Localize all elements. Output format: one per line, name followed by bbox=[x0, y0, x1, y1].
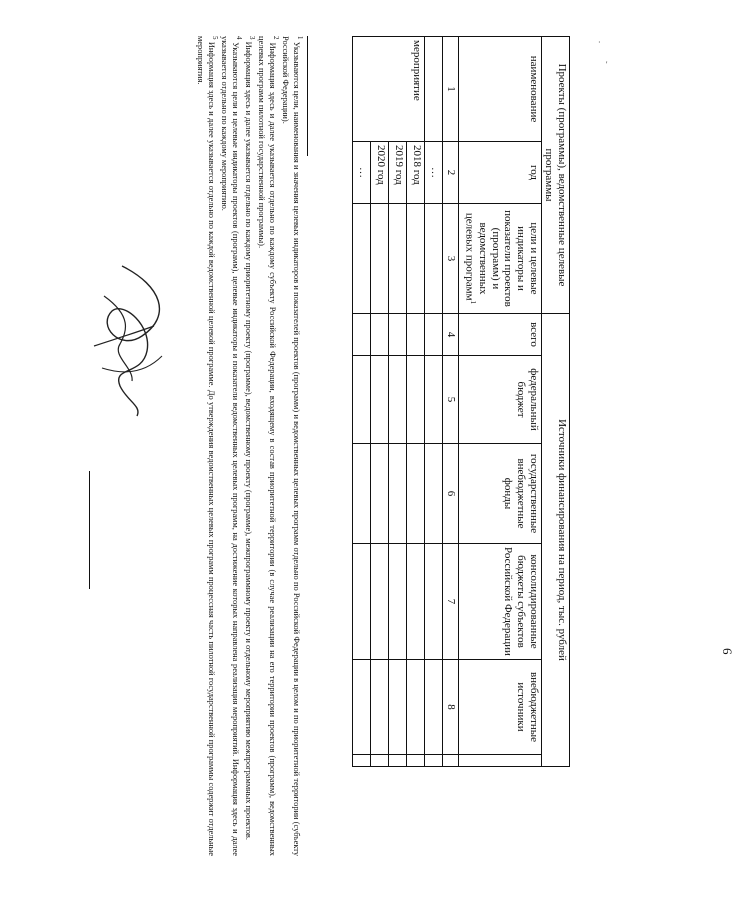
table-cell bbox=[389, 314, 407, 356]
col-number: 2 bbox=[443, 142, 459, 204]
table-cell bbox=[371, 660, 389, 755]
table-cell bbox=[389, 356, 407, 444]
table-cell bbox=[389, 444, 407, 544]
footnotes bbox=[195, 36, 308, 856]
table-cell bbox=[407, 755, 425, 767]
col-number: 1 bbox=[443, 37, 459, 142]
col-header-goals bbox=[458, 204, 541, 314]
empty-cell bbox=[443, 755, 459, 767]
table-row bbox=[353, 37, 371, 767]
col-number: 4 bbox=[443, 314, 459, 356]
table-cell bbox=[407, 660, 425, 755]
col-number: 5 bbox=[443, 356, 459, 444]
table-cell bbox=[371, 755, 389, 767]
footnote-text: Информация здесь и далее указывается отдельно по каждому приоритетному проекту (программе), ведомственному проекту (программе), межпрограммному проекту и отдельному мероприятию межпрограммных проектов. bbox=[244, 41, 254, 840]
footnote-text: Информация здесь и далее указывается отдельно по каждому субъекту Российской Федерации, входящему в состав приоритетной территории (в случае реализации на его территории проектов (программ), ведомственных целевых программ пилотной государственной программы). bbox=[257, 36, 278, 856]
table-cell bbox=[425, 660, 443, 755]
rotated-content bbox=[70, 36, 735, 866]
table-cell bbox=[389, 204, 407, 314]
footnote-text: Указываются цели, наименования и значения целевых индикаторов и показателей проектов (программ) и ведомственных целевых программ отдельно по Российской Федерации в целом и по приоритетной территории (субъекту Российской Федерации). bbox=[281, 36, 302, 857]
table-cell bbox=[389, 660, 407, 755]
footnote-text: Указываются цели и целевые индикаторы проектов (программ), целевые индикаторы и показатели ведомственных целевых программ, на достижение которых направлена реализация мероприятий. Информация здесь и далее указывается отдельно по каждому мероприятию. bbox=[220, 36, 241, 857]
table-cell-event: мероприятие bbox=[353, 37, 425, 142]
table-cell bbox=[425, 444, 443, 544]
table-cell bbox=[407, 544, 425, 660]
handwritten-signature bbox=[82, 256, 182, 426]
group-header-projects: Проекты (программы), ведомственные целевые программы bbox=[541, 37, 569, 314]
col-number: 3 bbox=[443, 204, 459, 314]
page-number: 6 bbox=[720, 648, 735, 655]
table-cell-year: 2020 год bbox=[371, 142, 389, 204]
table-cell bbox=[425, 37, 443, 142]
table-cell bbox=[425, 356, 443, 444]
col-header-federal: федеральный бюджет bbox=[458, 356, 541, 444]
table-cell bbox=[353, 544, 371, 660]
table-row bbox=[389, 37, 407, 767]
table-cell bbox=[353, 204, 371, 314]
table-cell-ellipsis: … bbox=[425, 142, 443, 204]
col-number: 8 bbox=[443, 660, 459, 755]
col-header-total: всего bbox=[458, 314, 541, 356]
table-cell bbox=[407, 356, 425, 444]
table-row bbox=[371, 37, 389, 767]
footnote-text: Информация здесь и далее указывается отдельно по каждой ведомственной целевой программе. До утверждения ведомственных целевых программ процессная часть пилотной государственной программы содержит отдельные мероприятия. bbox=[196, 36, 217, 857]
table-cell bbox=[425, 755, 443, 767]
footnote-mark: 3 bbox=[248, 36, 257, 40]
footnote bbox=[256, 36, 280, 856]
table-cell bbox=[389, 755, 407, 767]
table-cell bbox=[353, 314, 371, 356]
table-cell-year: 2018 год bbox=[407, 142, 425, 204]
scan-mark: ' bbox=[606, 60, 608, 69]
col-header-goals-text: цели и целевые индикаторы и показатели проектов (программ) и ведомственных целевых программ bbox=[462, 210, 540, 307]
footnote-ref: 1 bbox=[468, 300, 477, 305]
table-cell bbox=[371, 356, 389, 444]
table-cell-ellipsis: … bbox=[353, 142, 371, 204]
col-header-year: год bbox=[458, 142, 541, 204]
footnote-mark: 4 bbox=[235, 36, 244, 40]
table-cell bbox=[371, 444, 389, 544]
col-number: 6 bbox=[443, 444, 459, 544]
footnote-mark: 5 bbox=[211, 36, 220, 40]
footnote bbox=[195, 36, 219, 856]
table-cell bbox=[371, 314, 389, 356]
table-cell bbox=[389, 544, 407, 660]
col-header-regional: консолидированные бюджеты субъектов Российской Федерации bbox=[458, 544, 541, 660]
col-number: 7 bbox=[443, 544, 459, 660]
table-cell bbox=[353, 356, 371, 444]
table-cell-year: 2019 год bbox=[389, 142, 407, 204]
footnote-mark: 1 bbox=[296, 36, 304, 40]
table-cell bbox=[407, 444, 425, 544]
footnote bbox=[219, 36, 243, 856]
col-header-extra: внебюджетные источники bbox=[458, 660, 541, 755]
table-cell bbox=[371, 544, 389, 660]
financing-table bbox=[352, 36, 570, 767]
table-cell bbox=[353, 660, 371, 755]
table-cell bbox=[371, 204, 389, 314]
table-cell bbox=[407, 314, 425, 356]
table-cell bbox=[425, 544, 443, 660]
footnote-separator bbox=[307, 36, 308, 156]
group-header-sources: Источники финансирования на период, тыс. рублей bbox=[541, 314, 569, 767]
signature-line bbox=[89, 471, 90, 589]
table-cell bbox=[353, 755, 371, 767]
footnote-mark: 2 bbox=[272, 36, 281, 40]
table-cell bbox=[425, 204, 443, 314]
table-cell bbox=[353, 444, 371, 544]
table-row bbox=[425, 37, 443, 767]
col-header-name: наименование bbox=[458, 37, 541, 142]
table-row bbox=[407, 37, 425, 767]
table-cell bbox=[425, 314, 443, 356]
empty-cell bbox=[458, 755, 541, 767]
footnote bbox=[280, 36, 304, 856]
scan-mark: · bbox=[598, 38, 601, 47]
col-header-funds: государственные внебюджетные фонды bbox=[458, 444, 541, 544]
footnote bbox=[243, 36, 256, 856]
table-cell bbox=[407, 204, 425, 314]
